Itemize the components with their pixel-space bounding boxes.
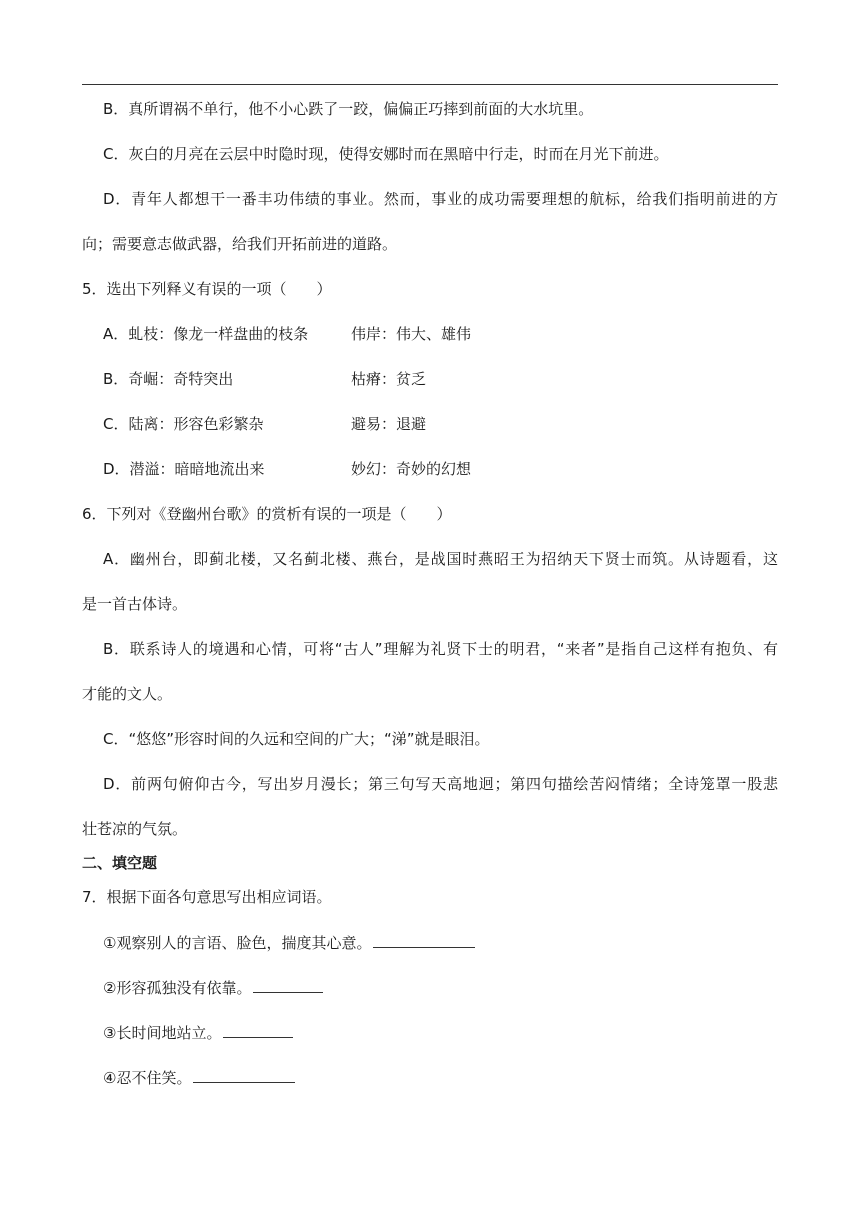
q5-option-left: C．陆离：形容色彩繁杂 — [103, 415, 264, 433]
q5-option-left: B．奇崛：奇特突出 — [103, 370, 234, 388]
q6-option-a-line1: A．幽州台，即蓟北楼，又名蓟北楼、燕台，是战国时燕昭王为招纳天下贤士而筑。从诗题看，这 — [103, 550, 778, 568]
q7-item — [103, 976, 778, 998]
q6-option-c: C．“悠悠”形容时间的久远和空间的广大；“涕”就是眼泪。 — [103, 730, 490, 748]
q7-item — [103, 1021, 778, 1043]
q5-option-right: 妙幻：奇妙的幻想 — [351, 460, 472, 478]
q5-option-row — [103, 323, 778, 345]
q7-item — [103, 931, 778, 953]
q5-stem: 5．选出下列释义有误的一项（ ） — [82, 280, 332, 298]
q5-option-right: 伟岸：伟大、雄伟 — [351, 325, 472, 343]
answer-blank[interactable] — [253, 976, 323, 993]
q7-item-text: ④忍不住笑。 — [103, 1069, 192, 1087]
q5-option-right: 枯瘠：贫乏 — [351, 370, 427, 388]
q6-option-b-line1: B．联系诗人的境遇和心情，可将“古人”理解为礼贤下士的明君，“来者”是指自己这样有抱负、有 — [103, 640, 778, 658]
q7-item-text: ③长时间地站立。 — [103, 1024, 222, 1042]
answer-blank[interactable] — [373, 931, 475, 948]
q7-item — [103, 1066, 778, 1088]
q4-option-d-line2: 向；需要意志做武器，给我们开拓前进的道路。 — [82, 235, 398, 253]
answer-blank[interactable] — [193, 1066, 295, 1083]
q4-option-d-line1: D．青年人都想干一番丰功伟绩的事业。然而，事业的成功需要理想的航标，给我们指明前进的方 — [103, 190, 778, 208]
answer-blank[interactable] — [223, 1021, 293, 1038]
q5-option-row — [103, 368, 778, 390]
q6-stem: 6．下列对《登幽州台歌》的赏析有误的一项是（ ） — [82, 505, 452, 523]
header-rule — [82, 84, 778, 85]
q6-option-a-line2: 是一首古体诗。 — [82, 595, 188, 613]
q5-option-left: A．虬枝：像龙一样盘曲的枝条 — [103, 325, 309, 343]
q4-option-c: C．灰白的月亮在云层中时隐时现，使得安娜时而在黑暗中行走，时而在月光下前进。 — [103, 145, 669, 163]
q5-option-row — [103, 413, 778, 435]
q5-option-left: D．潜溢：暗暗地流出来 — [103, 460, 265, 478]
q6-option-d-line2: 壮苍凉的气氛。 — [82, 820, 188, 838]
q7-stem: 7．根据下面各句意思写出相应词语。 — [82, 888, 332, 906]
section-heading: 二、填空题 — [82, 854, 158, 872]
q6-option-d-line1: D．前两句俯仰古今，写出岁月漫长；第三句写天高地迥；第四句描绘苦闷情绪；全诗笼罩一股悲 — [103, 775, 778, 793]
q5-option-row — [103, 458, 778, 480]
q7-item-text: ①观察别人的言语、脸色，揣度其心意。 — [103, 934, 372, 952]
q6-option-b-line2: 才能的文人。 — [82, 685, 173, 703]
q7-item-text: ②形容孤独没有依靠。 — [103, 979, 252, 997]
q4-option-b: B．真所谓祸不单行，他不小心跌了一跤，偏偏正巧摔到前面的大水坑里。 — [103, 100, 594, 118]
q5-option-right: 避易：退避 — [351, 415, 427, 433]
